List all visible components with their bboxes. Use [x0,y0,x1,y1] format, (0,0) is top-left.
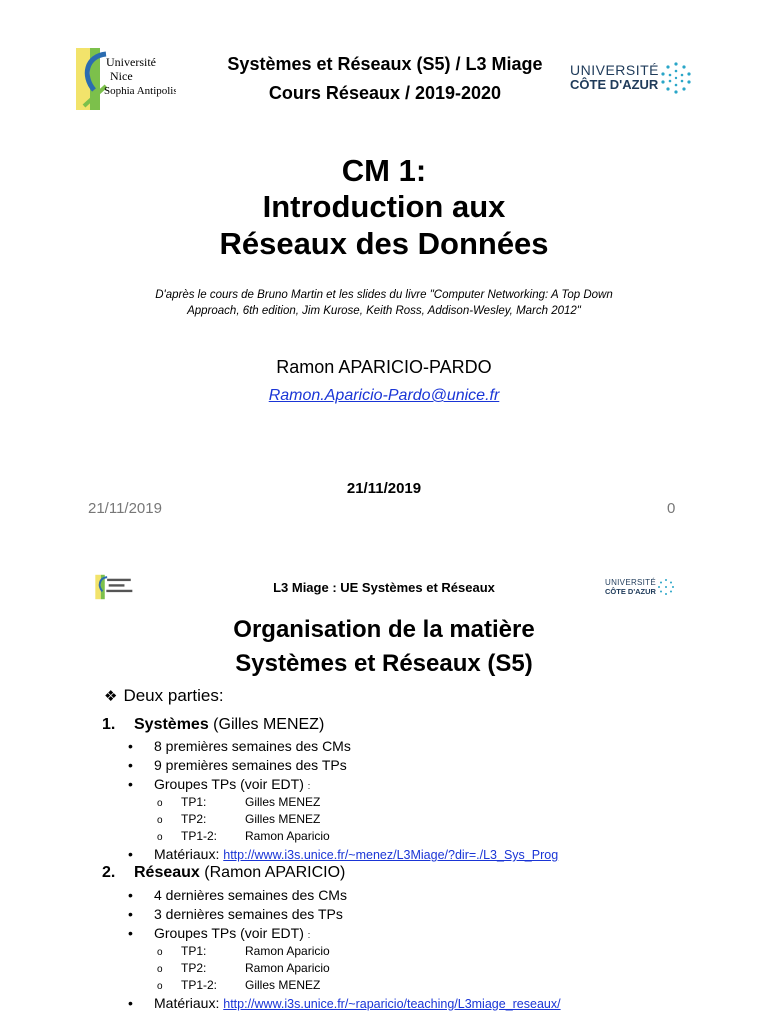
diamond-bullet-icon: ❖ [104,688,118,705]
list-item [128,757,347,773]
part-number: 2. [102,864,116,881]
bullet-icon: • [128,925,133,941]
uca-small-dots-icon [657,578,675,596]
author-email-link[interactable]: Ramon.Aparicio-Pardo@unice.fr [268,387,500,404]
list-item [128,887,347,903]
group-row [157,812,320,826]
list-item [128,738,351,754]
group-teacher: Gilles MENEZ [245,978,321,992]
group-row [157,961,330,975]
materials-label: Matériaux: [154,995,220,1011]
circle-bullet-icon: o [157,964,163,975]
universite-nice-logo-small [95,574,135,600]
universite-cote-dazur-logo-small [605,578,677,598]
bullet-icon: • [128,906,133,922]
circle-bullet-icon: o [157,981,163,992]
bullet-icon: • [128,995,133,1011]
materials-label: Matériaux: [154,846,220,862]
part-name: Réseaux [134,864,200,881]
slide-date: 21/11/2019 [346,480,422,497]
universite-cote-dazur-logo [570,60,700,96]
bullet-icon: • [128,757,133,773]
list-item [128,995,561,1011]
unice-logo-line2: Nice [110,69,133,83]
footer-date: 21/11/2019 [88,500,162,517]
groups-label: Groupes TPs (voir EDT) [154,925,304,941]
lecture-title-line1: CM 1: [341,153,427,188]
bullet-icon: • [128,738,133,754]
list-item-text: 9 premières semaines des TPs [154,757,347,773]
materials-link-systemes[interactable]: http://www.i3s.unice.fr/~menez/L3Miage/?dir=./L3_Sys_Prog [223,848,559,862]
group-teacher: Gilles MENEZ [245,795,321,809]
list-item [128,925,310,941]
list-item-text: 8 premières semaines des CMs [154,738,351,754]
groups-label: Groupes TPs (voir EDT) [154,776,304,792]
author-name: Ramon APARICIO-PARDO [276,357,492,377]
groups-suffix: : [307,781,311,791]
group-label: TP2: [181,812,207,826]
unice-logo-small-icon [95,574,135,600]
unice-logo-line3: Sophia Antipolis [104,85,176,97]
list-item-text: 4 dernières semaines des CMs [154,887,347,903]
uca-small-line1: UNIVERSITÉ [605,578,657,587]
circle-bullet-icon: o [157,815,163,826]
group-teacher: Ramon Aparicio [245,961,330,975]
list-item-text: 3 dernières semaines des TPs [154,906,343,922]
list-item [128,776,310,792]
bullet-icon: • [128,776,133,792]
circle-bullet-icon: o [157,832,163,843]
circle-bullet-icon: o [157,798,163,809]
credit-line1: D'après le cours de Bruno Martin et les slides du livre "Computer Networking: A Top Down [155,289,613,301]
group-label: TP1: [181,795,207,809]
uca-dots-icon [658,60,694,96]
group-label: TP1: [181,944,207,958]
intro-item [104,686,224,706]
part-teacher: (Gilles MENEZ) [213,716,325,733]
group-row [157,978,320,992]
uca-logo-line2: CÔTE D'AZUR [570,77,659,92]
part-number: 1. [102,716,116,733]
lecture-title-line2: Introduction aux [262,189,506,224]
group-teacher: Ramon Aparicio [245,829,330,843]
slide2-header: L3 Miage : UE Systèmes et Réseaux [273,580,495,595]
slide2-title-line2: Systèmes et Réseaux (S5) [235,650,533,677]
group-row [157,944,330,958]
uca-small-line2: CÔTE D'AZUR [605,587,656,596]
part-heading-reseaux [102,864,345,882]
bullet-icon: • [128,846,133,862]
uca-logo-line1: UNIVERSITÉ [570,62,660,78]
lecture-title-line3: Réseaux des Données [219,226,549,261]
part-teacher: (Ramon APARICIO) [204,864,346,881]
credit-line2: Approach, 6th edition, Jim Kurose, Keith Ross, Addison-Wesley, March 2012" [187,305,581,317]
list-item [128,906,343,922]
group-row [157,829,330,843]
part-heading-systemes [102,716,324,734]
group-teacher: Ramon Aparicio [245,944,330,958]
group-row [157,795,320,809]
intro-text: Deux parties: [123,686,224,705]
groups-suffix: : [307,930,311,940]
footer-page-number: 0 [667,500,676,517]
list-item [128,846,558,862]
group-label: TP1-2: [181,978,218,992]
circle-bullet-icon: o [157,947,163,958]
course-title-line2: Cours Réseaux / 2019-2020 [268,83,502,103]
materials-link-reseaux[interactable]: http://www.i3s.unice.fr/~raparicio/teaching/L3miage_reseaux/ [223,997,561,1011]
bullet-icon: • [128,887,133,903]
course-title-line1: Systèmes et Réseaux (S5) / L3 Miage [227,54,543,74]
slide2-title-line1: Organisation de la matière [233,616,535,643]
group-label: TP2: [181,961,207,975]
group-label: TP1-2: [181,829,218,843]
unice-logo-line1: Université [106,55,156,69]
part-name: Systèmes [134,716,209,733]
group-teacher: Gilles MENEZ [245,812,321,826]
